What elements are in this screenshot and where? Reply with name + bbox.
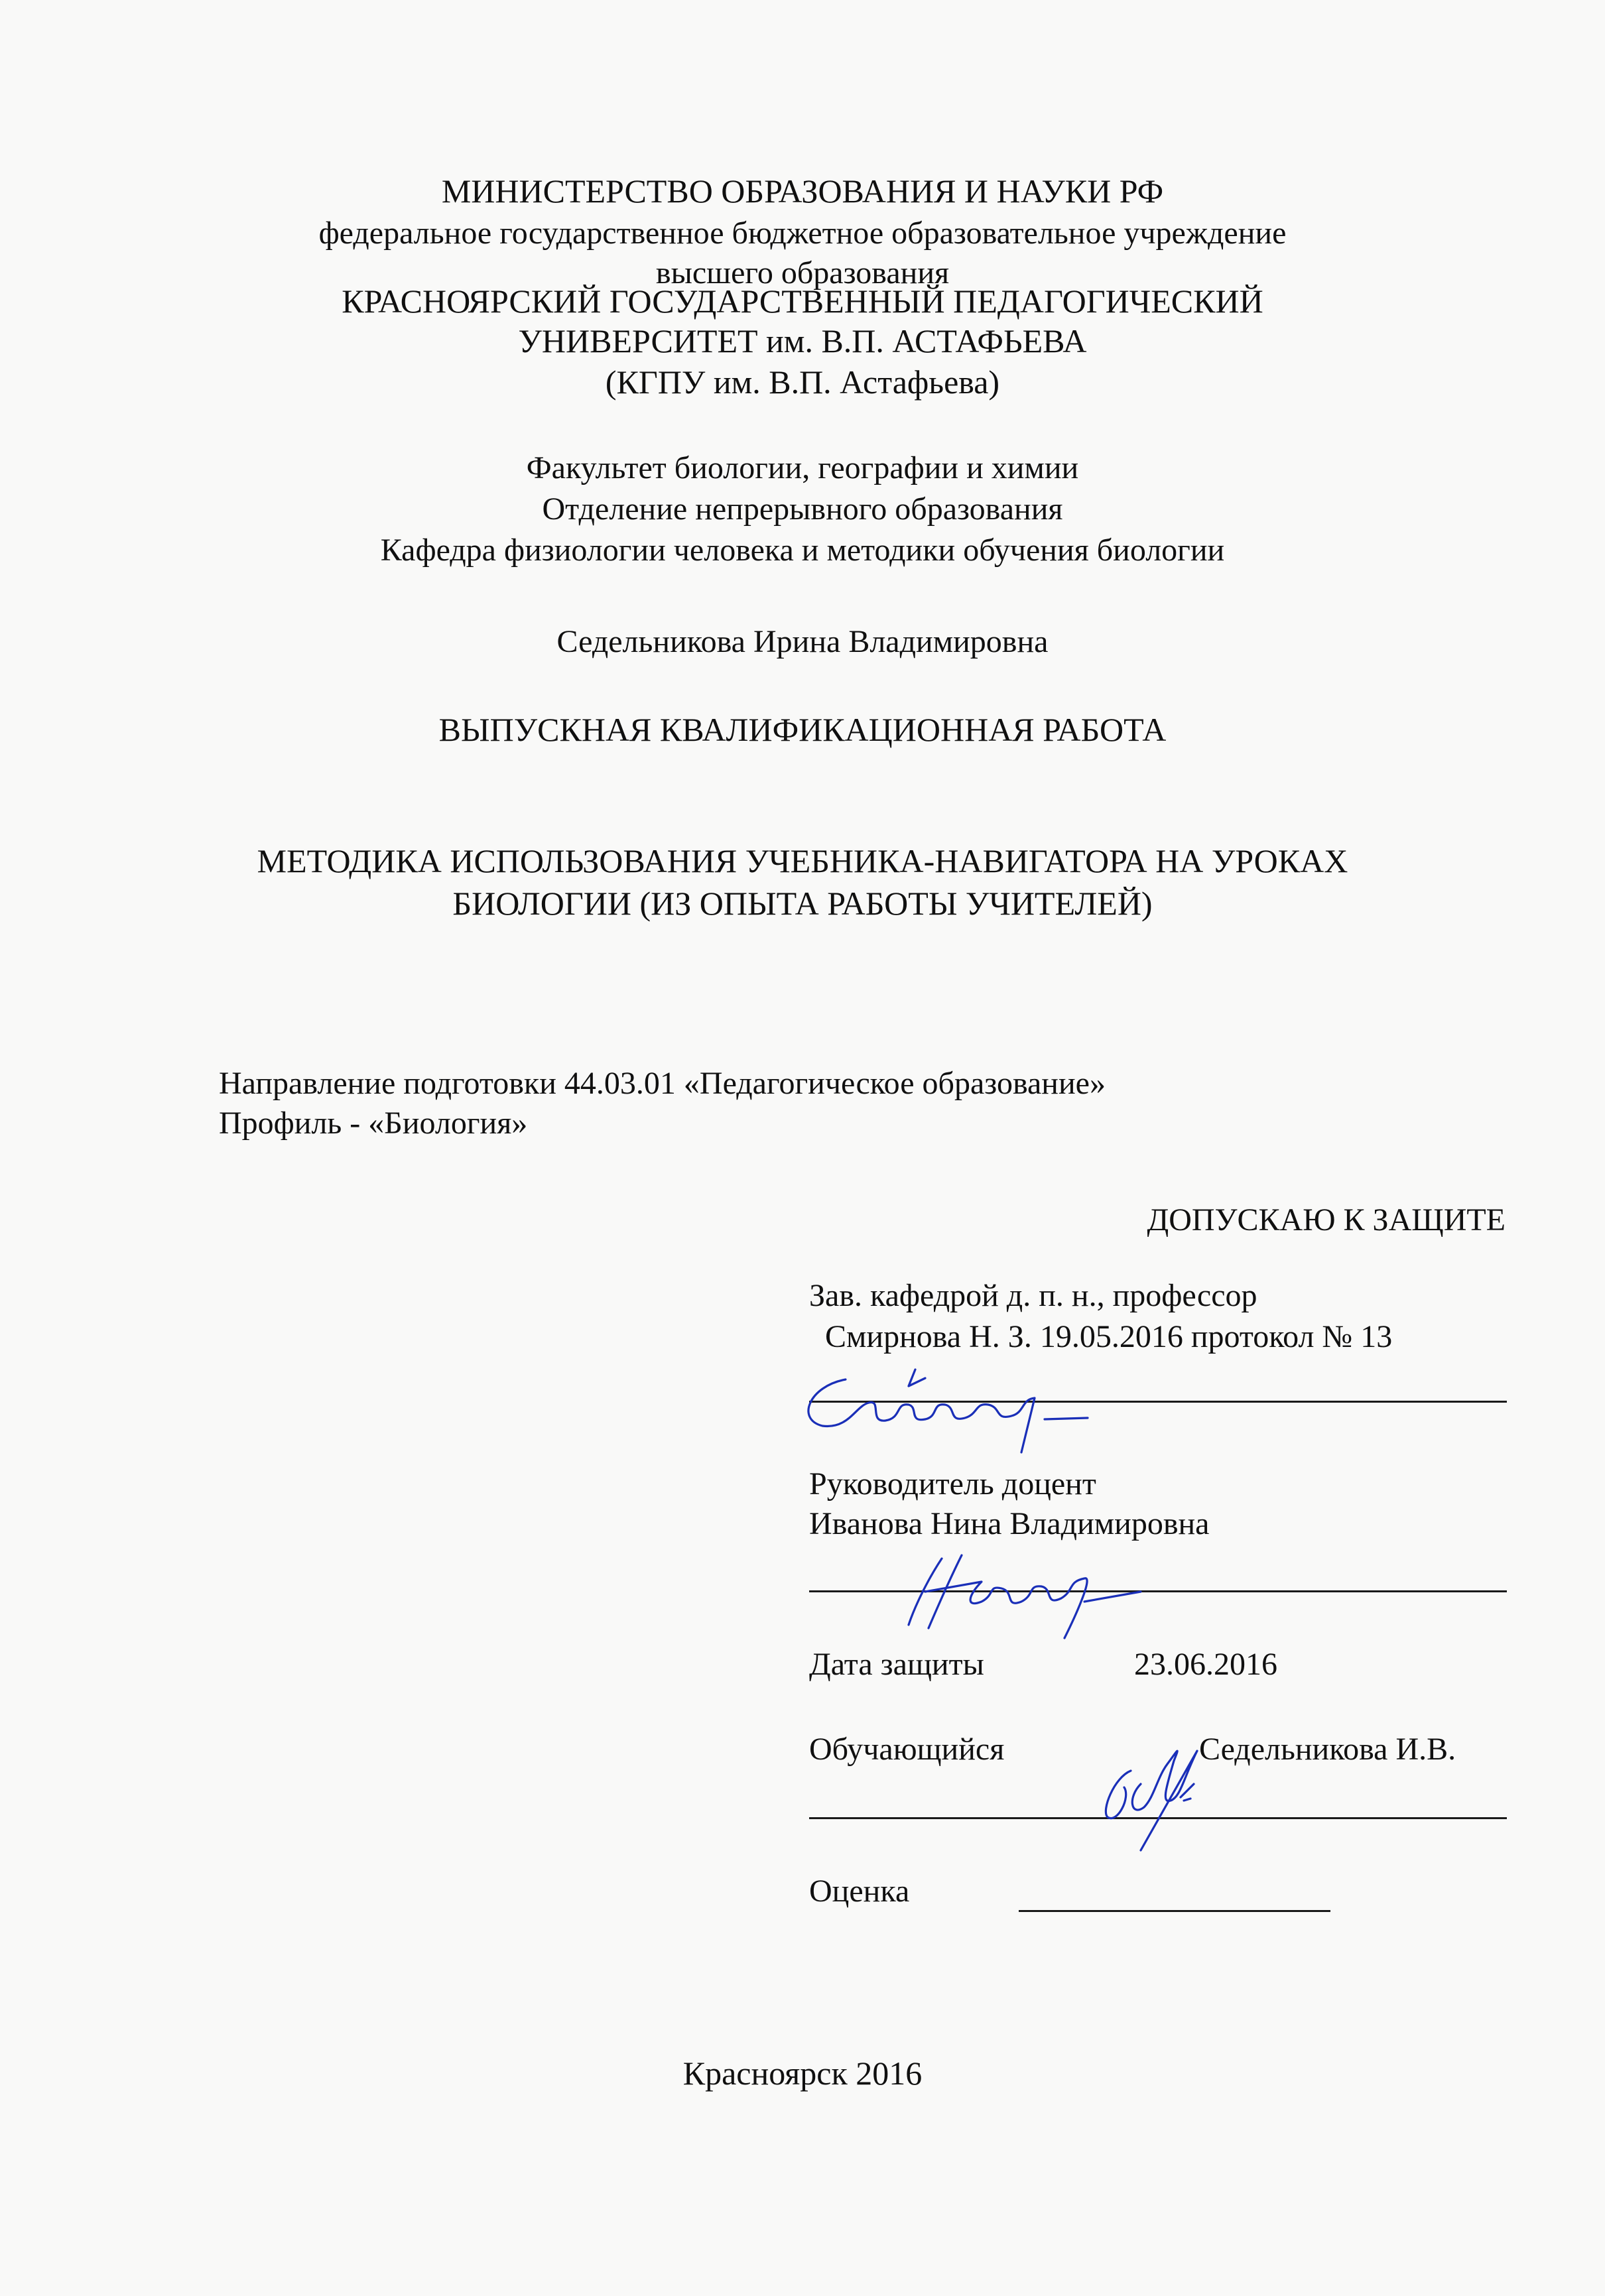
supervisor-signature (902, 1545, 1207, 1645)
head-of-department-title: Зав. кафедрой д. п. н., профессор (809, 1278, 1257, 1313)
thesis-title-line-1: МЕТОДИКА ИСПОЛЬЗОВАНИЯ УЧЕБНИКА-НАВИГАТОРА НА УРОКАХ (257, 842, 1348, 879)
institution-type-line-1: федеральное государственное бюджетное образовательное учреждение (318, 216, 1287, 251)
head-signature (783, 1366, 1287, 1459)
supervisor-role: Руководитель доцент (809, 1466, 1096, 1501)
department-name: Кафедра физиологии человека и методики обучения биологии (380, 533, 1225, 568)
city-year: Красноярск 2016 (682, 2055, 923, 2092)
ministry-heading: МИНИСТЕРСТВО ОБРАЗОВАНИЯ И НАУКИ РФ (441, 172, 1164, 210)
defense-date-value: 23.06.2016 (1134, 1647, 1277, 1682)
program-direction: Направление подготовки 44.03.01 «Педагогическое образование» (219, 1066, 1106, 1101)
university-name-line-1: КРАСНОЯРСКИЙ ГОСУДАРСТВЕННЫЙ ПЕДАГОГИЧЕСКИЙ (342, 283, 1263, 320)
division-name: Отделение непрерывного образования (542, 491, 1063, 527)
institution-type-line-2: высшего образования (655, 255, 950, 290)
grade-input-line[interactable] (1019, 1910, 1330, 1912)
supervisor-name: Иванова Нина Владимировна (809, 1506, 1210, 1541)
university-name-line-2: УНИВЕРСИТЕТ им. В.П. АСТАФЬЕВА (518, 322, 1087, 359)
student-label: Обучающийся (809, 1732, 1005, 1767)
approval-heading: ДОПУСКАЮ К ЗАЩИТЕ (1147, 1202, 1506, 1238)
work-type: ВЫПУСКНАЯ КВАЛИФИКАЦИОННАЯ РАБОТА (438, 711, 1167, 748)
student-name: Седельникова И.В. (1199, 1732, 1456, 1767)
defense-date-label: Дата защиты (809, 1647, 984, 1682)
author-name: Седельникова Ирина Владимировна (556, 624, 1049, 659)
program-profile: Профиль - «Биология» (219, 1106, 528, 1141)
faculty-name: Факультет биологии, географии и химии (526, 450, 1079, 485)
grade-label: Оценка (809, 1874, 910, 1909)
head-of-department-name-date: Смирнова Н. З. 19.05.2016 протокол № 13 (825, 1319, 1393, 1354)
thesis-title-line-2: БИОЛОГИИ (ИЗ ОПЫТА РАБОТЫ УЧИТЕЛЕЙ) (452, 885, 1153, 922)
university-short-name: (КГПУ им. В.П. Астафьева) (605, 363, 1000, 401)
student-signature (1068, 1724, 1240, 1857)
